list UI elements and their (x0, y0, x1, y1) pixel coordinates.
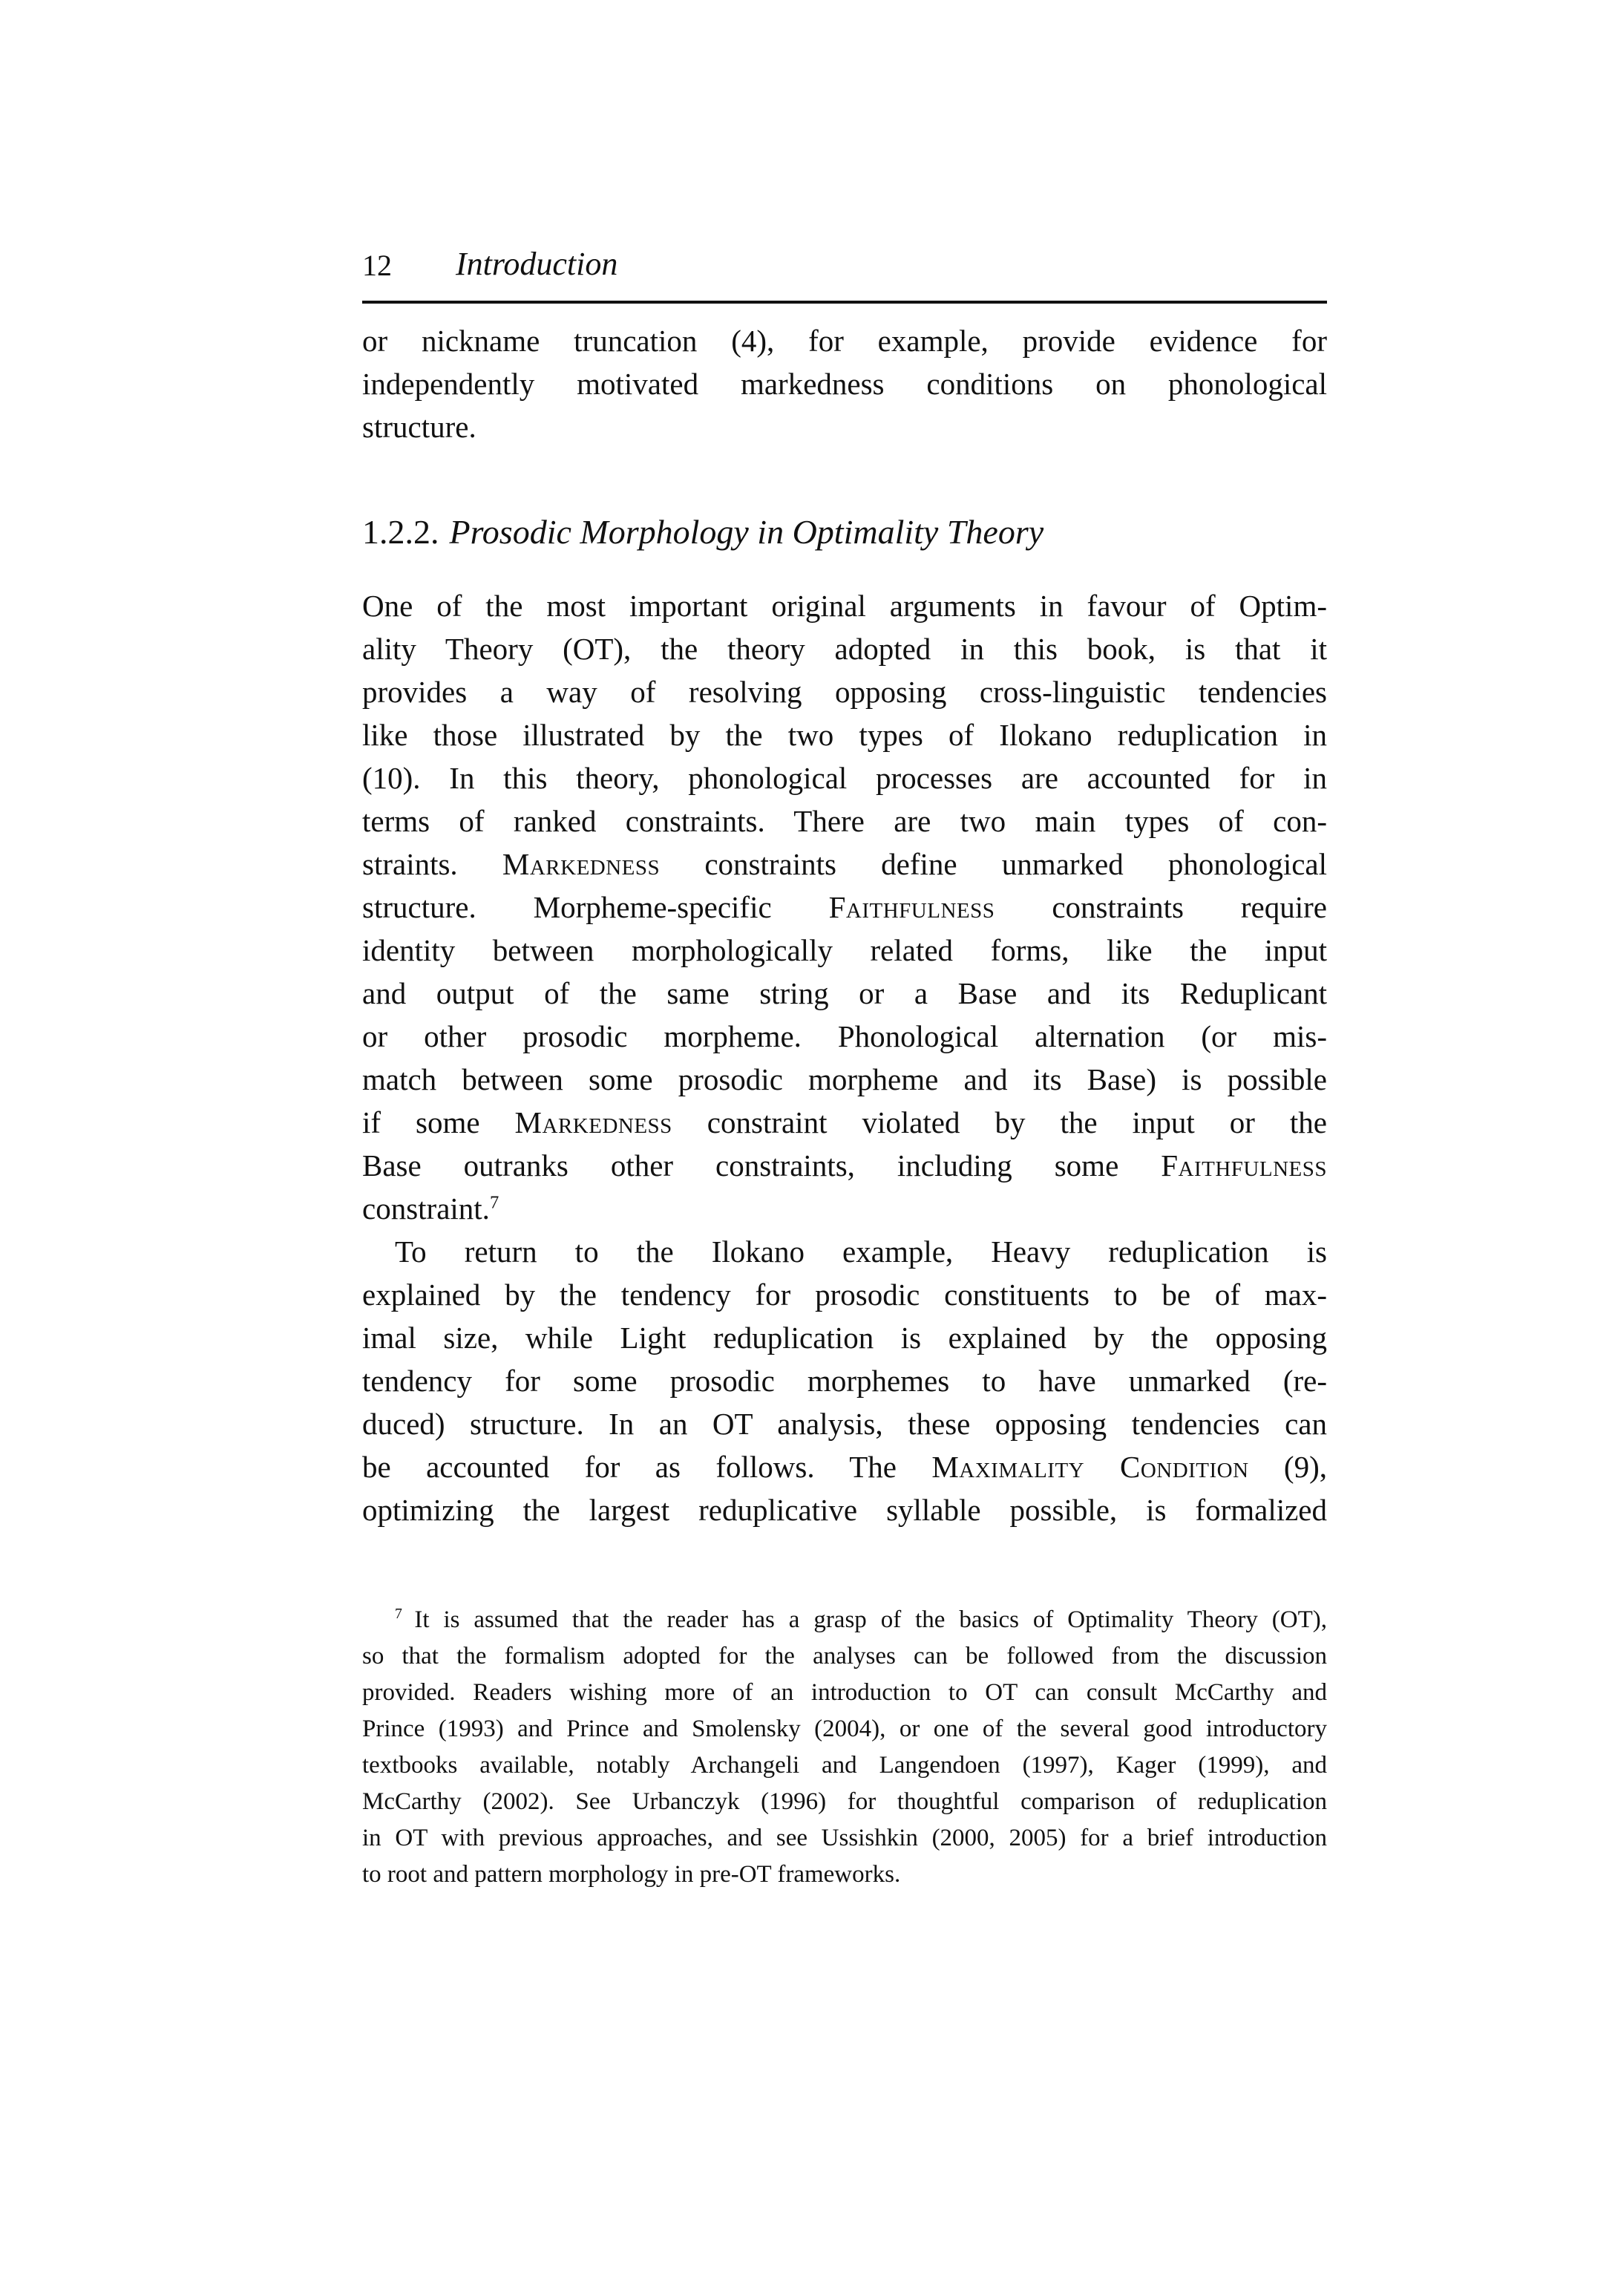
text-segment: McCarthy (2002). See Urbanczyk (1996) for thoughtful comparison of reduplication (362, 1788, 1327, 1815)
text-line (362, 1602, 1327, 1638)
text-segment: constraints require (995, 890, 1327, 924)
text-segment: if some (362, 1105, 515, 1139)
small-caps-term: Markedness (502, 847, 661, 881)
text-segment: optimizing the largest reduplicative syllable possible, is formalized (362, 1493, 1327, 1527)
text-segment: constraint. (362, 1191, 490, 1226)
text-segment: Prince (1993) and Prince and Smolensky (2004), or one of the several good introductory (362, 1716, 1327, 1742)
text-segment: One of the most important original arguments in favour of Optim- (362, 589, 1327, 623)
text-line (362, 1058, 1327, 1101)
text-segment: and output of the same string or a Base and its Reduplicant (362, 976, 1327, 1010)
text-line (362, 1488, 1327, 1531)
text-line (362, 405, 1327, 448)
text-segment: be accounted for as follows. The (362, 1450, 932, 1484)
text-segment: match between some prosodic morpheme and its Base) is possible (362, 1062, 1327, 1096)
text-segment: provides a way of resolving opposing cross-linguistic tendencies (362, 675, 1327, 709)
text-segment: or other prosodic morpheme. Phonological alternation (or mis- (362, 1019, 1327, 1053)
text-segment: (9), (1248, 1450, 1327, 1484)
text-segment: structure. Morpheme-specific (362, 890, 829, 924)
small-caps-term: Maximality Condition (931, 1450, 1249, 1484)
intro-paragraph (362, 319, 1327, 448)
text-segment: To return to the Ilokano example, Heavy reduplication is (395, 1234, 1327, 1269)
running-head-title: Introduction (456, 246, 618, 282)
text-segment: tendency for some prosodic morphemes to have unmarked (re- (362, 1364, 1327, 1398)
text-segment: explained by the tendency for prosodic constituents to be of max- (362, 1278, 1327, 1312)
text-segment: independently motivated markedness conditions on phonological (362, 367, 1327, 401)
text-line (362, 1711, 1327, 1747)
page-number: 12 (362, 249, 392, 282)
text-line (362, 929, 1327, 972)
section-heading (362, 512, 1043, 552)
text-segment: It is assumed that the reader has a grasp of the basics of Optimality Theory (OT), (402, 1606, 1327, 1633)
text-segment: Base outranks other constraints, including some (362, 1148, 1162, 1183)
footnote-ref: 7 (489, 1192, 499, 1213)
text-segment: terms of ranked constraints. There are two main types of con- (362, 804, 1327, 838)
text-segment: straints. (362, 847, 502, 881)
text-line (362, 1445, 1327, 1488)
footnote-ref: 7 (395, 1606, 402, 1623)
footnote (362, 1602, 1327, 1893)
text-line (362, 1784, 1327, 1820)
text-line (362, 843, 1327, 886)
text-segment: duced) structure. In an OT analysis, these opposing tendencies can (362, 1407, 1327, 1441)
text-line (362, 1747, 1327, 1784)
text-segment: like those illustrated by the two types of Ilokano reduplication in (362, 718, 1327, 752)
text-line (362, 627, 1327, 670)
text-line (362, 1230, 1327, 1273)
text-segment: imal size, while Light reduplication is explained by the opposing (362, 1321, 1327, 1355)
text-segment: ality Theory (OT), the theory adopted in this book, is that it (362, 632, 1327, 666)
text-line (362, 362, 1327, 405)
text-segment: structure. (362, 410, 476, 444)
text-segment: to root and pattern morphology in pre-OT frameworks. (362, 1861, 901, 1888)
text-segment: constraints define unmarked phonological (660, 847, 1328, 881)
section-number: 1.2.2. (362, 513, 439, 551)
small-caps-term: Faithfulness (828, 890, 995, 924)
text-line (362, 1675, 1327, 1711)
header-rule (362, 301, 1327, 304)
text-line (362, 1359, 1327, 1402)
text-segment: so that the formalism adopted for the analyses can be followed from the discussion (362, 1643, 1327, 1669)
text-segment: in OT with previous approaches, and see Ussishkin (2000, 2005) for a brief introduction (362, 1825, 1327, 1851)
text-line (362, 972, 1327, 1015)
text-segment: or nickname truncation (4), for example, provide evidence for (362, 324, 1327, 358)
text-line (362, 1316, 1327, 1359)
text-segment: provided. Readers wishing more of an introduction to OT can consult McCarthy and (362, 1679, 1327, 1706)
text-line (362, 886, 1327, 929)
text-segment: textbooks available, notably Archangeli and Langendoen (1997), Kager (1999), and (362, 1752, 1327, 1779)
body-text (362, 584, 1327, 1531)
running-header (362, 245, 1327, 297)
text-line (362, 319, 1327, 362)
text-line (362, 1187, 1327, 1230)
text-segment: (10). In this theory, phonological processes are accounted for in (362, 761, 1327, 795)
text-line (362, 584, 1327, 627)
text-line (362, 1144, 1327, 1187)
text-line (362, 713, 1327, 756)
text-line (362, 1273, 1327, 1316)
text-line (362, 1638, 1327, 1675)
text-line (362, 1820, 1327, 1857)
small-caps-term: Faithfulness (1161, 1148, 1327, 1183)
small-caps-term: Markedness (514, 1105, 672, 1139)
text-line (362, 756, 1327, 799)
text-segment: identity between morphologically related forms, like the input (362, 933, 1327, 967)
text-line (362, 1015, 1327, 1058)
text-segment: constraint violated by the input or the (672, 1105, 1327, 1139)
text-line (362, 670, 1327, 713)
text-line (362, 1402, 1327, 1445)
text-line (362, 1857, 1327, 1893)
text-line (362, 799, 1327, 843)
section-title: Prosodic Morphology in Optimality Theory (449, 513, 1044, 551)
text-line (362, 1101, 1327, 1144)
